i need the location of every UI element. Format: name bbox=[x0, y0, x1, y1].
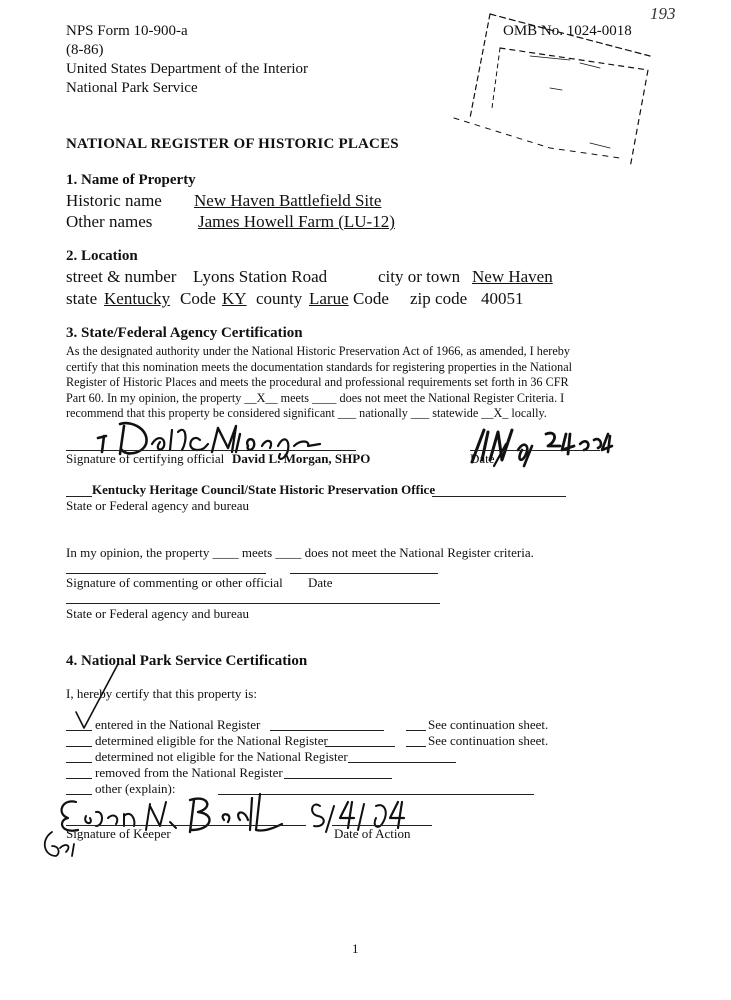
omb-number: OMB No. 1024-0018 bbox=[503, 23, 632, 39]
form-date: (8-86) bbox=[66, 42, 104, 58]
page-title: NATIONAL REGISTER OF HISTORIC PLACES bbox=[66, 136, 399, 152]
city-label: city or town bbox=[378, 267, 461, 286]
option-entered-line bbox=[270, 730, 384, 731]
continuation-2: See continuation sheet. bbox=[428, 733, 549, 748]
option-removed: removed from the National Register bbox=[95, 765, 283, 780]
option-entered: entered in the National Register bbox=[95, 717, 261, 732]
paragraph-line: As the designated authority under the National Historic Preservation Act of 1966, as amended, I hereby bbox=[66, 344, 570, 358]
agency2-line bbox=[66, 603, 440, 604]
code-value: KY bbox=[222, 289, 247, 308]
option-removed-line bbox=[284, 778, 392, 779]
keeper-label: Signature of Keeper bbox=[66, 826, 171, 841]
action-date-label: Date of Action bbox=[334, 826, 411, 841]
agency-blank-right bbox=[432, 496, 566, 497]
commenting-label: Signature of commenting or other official bbox=[66, 575, 283, 590]
option-blank bbox=[66, 778, 92, 779]
code2-label: Code bbox=[353, 289, 389, 308]
other-names-label: Other names bbox=[66, 212, 153, 231]
commenting-date-label: Date bbox=[308, 575, 333, 590]
continuation-1: See continuation sheet. bbox=[428, 717, 549, 732]
option-eligible: determined eligible for the National Register bbox=[95, 733, 328, 748]
agency2-label: State or Federal agency and bureau bbox=[66, 606, 250, 621]
option-blank bbox=[66, 730, 92, 731]
option-blank bbox=[66, 762, 92, 763]
official-name: David L. Morgan, SHPO bbox=[232, 451, 371, 466]
date-label: Date bbox=[470, 451, 495, 466]
county-label: county bbox=[256, 289, 303, 308]
form-number: NPS Form 10-900-a bbox=[66, 23, 188, 39]
option-other: other (explain): bbox=[95, 781, 176, 796]
section-2-heading: 2. Location bbox=[66, 248, 138, 264]
code-label: Code bbox=[180, 289, 216, 308]
opinion-line: In my opinion, the property ____ meets ____ does not meet the National Register criteria. bbox=[66, 545, 534, 560]
zip-label: zip code bbox=[410, 289, 468, 308]
option-eligible-line bbox=[325, 746, 395, 747]
state-value: Kentucky bbox=[104, 289, 171, 308]
department-name: United States Department of the Interior bbox=[66, 61, 309, 77]
street-number-value: Lyons Station Road bbox=[193, 267, 328, 286]
handwritten-page-number: 193 bbox=[650, 4, 676, 23]
continuation-blank bbox=[406, 746, 426, 747]
paragraph-line: Register of Historic Places and meets the procedural and professional requirements set forth in 36 CFR bbox=[66, 375, 569, 389]
option-not-eligible: determined not eligible for the National Register bbox=[95, 749, 348, 764]
paragraph-line: recommend that this property be considered significant ___ nationally ___ statewide __X_ locally. bbox=[66, 406, 547, 420]
street-number-label: street & number bbox=[66, 267, 177, 286]
paragraph-line: certify that this nomination meets the documentation standards for registering properties in the National bbox=[66, 359, 572, 374]
section-1-heading: 1. Name of Property bbox=[66, 172, 196, 188]
agency-name-line: Kentucky Heritage Council/State Historic Preservation Office bbox=[92, 482, 436, 497]
option-blank bbox=[66, 746, 92, 747]
section-3-heading: 3. State/Federal Agency Certification bbox=[66, 325, 303, 341]
state-label: state bbox=[66, 289, 98, 308]
commenting-signature-line bbox=[66, 573, 266, 574]
paragraph-line: Part 60. In my opinion, the property __X__ meets ____ does not meet the National Register Criteria. I bbox=[66, 390, 565, 405]
section-4-heading: 4. National Park Service Certification bbox=[66, 653, 308, 669]
zip-value: 40051 bbox=[481, 289, 524, 308]
city-value: New Haven bbox=[472, 267, 553, 286]
agency-label: State or Federal agency and bureau bbox=[66, 498, 250, 513]
continuation-blank bbox=[406, 730, 426, 731]
signature-label: Signature of certifying official bbox=[66, 451, 225, 466]
county-value: Larue bbox=[309, 289, 349, 308]
agency-name: National Park Service bbox=[66, 80, 198, 96]
certify-line: I, hereby certify that this property is: bbox=[66, 686, 257, 701]
commenting-date-line bbox=[290, 573, 438, 574]
other-names-value: James Howell Farm (LU-12) bbox=[198, 212, 395, 231]
received-stamp bbox=[450, 8, 660, 178]
agency-blank-left bbox=[66, 496, 92, 497]
page-number: 1 bbox=[352, 941, 359, 956]
historic-name-label: Historic name bbox=[66, 191, 162, 210]
date-checkmark bbox=[488, 440, 518, 470]
historic-name-value: New Haven Battlefield Site bbox=[194, 191, 382, 210]
option-not-eligible-line bbox=[348, 762, 456, 763]
